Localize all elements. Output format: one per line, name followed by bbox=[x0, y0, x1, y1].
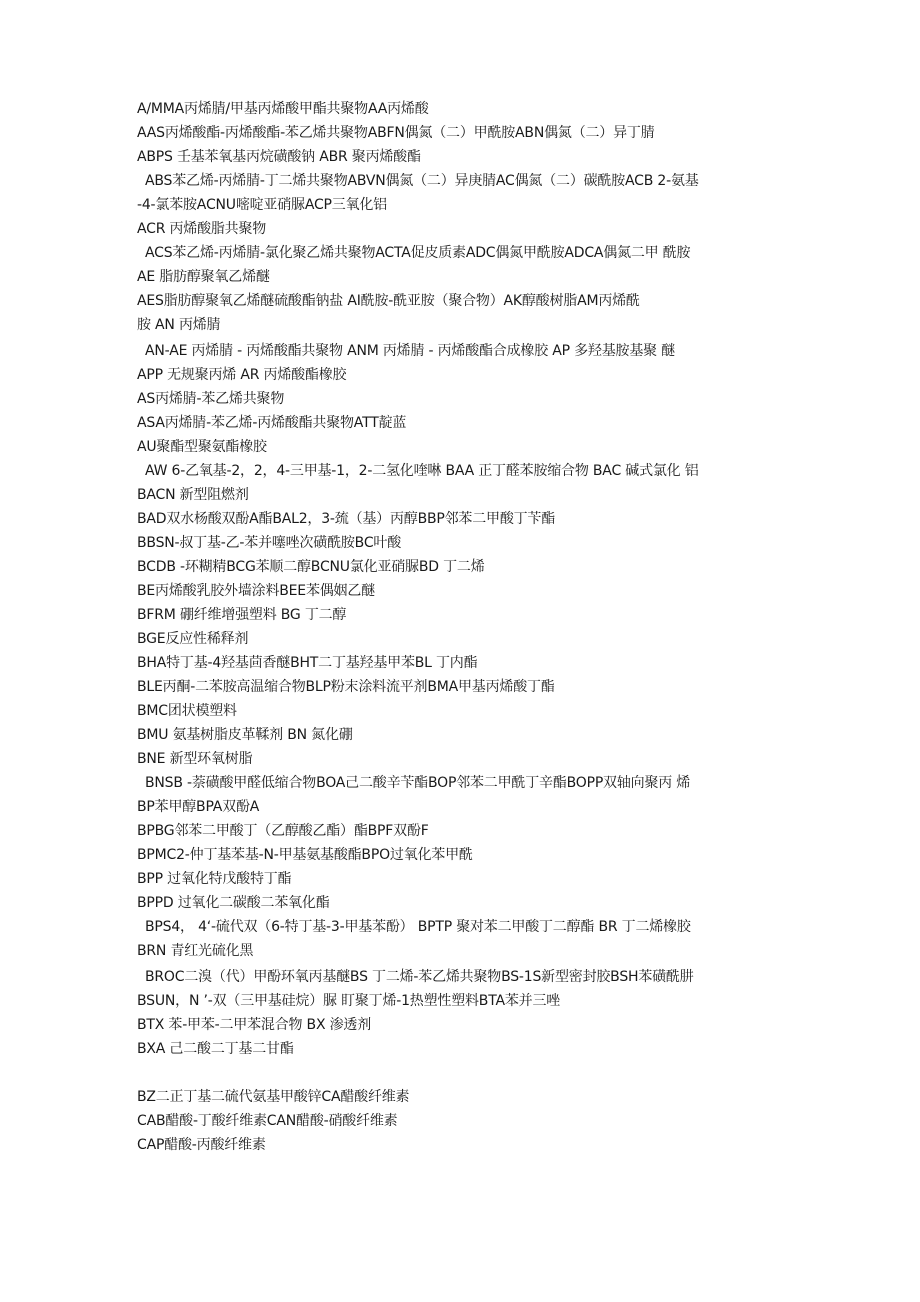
text-line: BNSB -萘磺酸甲醛低缩合物BOA己二酸辛苄酯BOP邻苯二甲酰丁辛酯BOPP双轴向聚丙 烯 bbox=[145, 775, 691, 791]
text-line: BPMC2-仲丁基苯基-N-甲基氨基酸酯BPO过氧化苯甲酰 bbox=[137, 847, 473, 863]
text-line: BROC二溴（代）甲酚环氧丙基醚BS 丁二烯-苯乙烯共聚物BS-1S新型密封胶BSH苯磺酰肼 bbox=[145, 969, 694, 985]
text-line: BLE丙酮-二苯胺高温缩合物BLP粉末涂料流平剂BMA甲基丙烯酸丁酯 bbox=[137, 679, 555, 695]
text-line: BXA 己二酸二丁基二甘酯 bbox=[137, 1041, 294, 1057]
text-line: BBSN-叔丁基-乙-苯并噻唑次磺酰胺BC叶酸 bbox=[137, 535, 402, 551]
text-line: BMU 氨基树脂皮革鞣剂 BN 氮化硼 bbox=[137, 727, 353, 743]
text-line: BGE反应性稀释剂 bbox=[137, 631, 249, 647]
text-line: ACR 丙烯酸脂共聚物 bbox=[137, 221, 267, 237]
text-line: AW 6-乙氧基-2，2，4-三甲基-1，2-二氢化喹啉 BAA 正丁醛苯胺缩合物 BAC 碱式氯化 铝 bbox=[145, 463, 699, 479]
text-line: BMC团状模塑料 bbox=[137, 703, 237, 719]
text-line: ASA丙烯腈-苯乙烯-丙烯酸酯共聚物ATT靛蓝 bbox=[137, 415, 407, 431]
text-line: 胺 AN 丙烯腈 bbox=[137, 317, 221, 333]
text-line: AU聚酯型聚氨酯橡胶 bbox=[137, 439, 267, 455]
text-line: BZ二正丁基二硫代氨基甲酸锌CA醋酸纤维素 bbox=[137, 1089, 410, 1105]
text-line: BPP 过氧化特戊酸特丁酯 bbox=[137, 871, 292, 887]
text-line: BPBG邻苯二甲酸丁（乙醇酸乙酯）酯BPF双酚F bbox=[137, 823, 429, 839]
text-line: AES脂肪醇聚氧乙烯醚硫酸酯钠盐 AI酰胺-酰亚胺（聚合物）AK醇酸树脂AM丙烯酰 bbox=[137, 293, 640, 309]
text-line: BCDB -环糊精BCG苯顺二醇BCNU氯化亚硝脲BD 丁二烯 bbox=[137, 559, 485, 575]
text-line: -4-氯苯胺ACNU嘧啶亚硝脲ACP三氧化铝 bbox=[137, 197, 387, 213]
text-line: BE丙烯酸乳胶外墙涂料BEE苯偶姻乙醚 bbox=[137, 583, 375, 599]
text-line: CAB醋酸-丁酸纤维素CAN醋酸-硝酸纤维素 bbox=[137, 1113, 398, 1129]
text-line: A/MMA丙烯腈/甲基丙烯酸甲酯共聚物AA丙烯酸 bbox=[137, 101, 429, 117]
text-line: BFRM 硼纤维增强塑料 BG 丁二醇 bbox=[137, 607, 347, 623]
text-line: BP苯甲醇BPA双酚A bbox=[137, 799, 260, 815]
text-line: ABPS 壬基苯氧基丙烷磺酸钠 ABR 聚丙烯酸酯 bbox=[137, 149, 421, 165]
text-line: BRN 青红光硫化黑 bbox=[137, 943, 254, 959]
text-line: AN-AE 丙烯腈 - 丙烯酸酯共聚物 ANM 丙烯腈 - 丙烯酸酯合成橡胶 AP 多羟基胺基聚 醚 bbox=[145, 343, 675, 359]
text-line: BPPD 过氧化二碳酸二苯氧化酯 bbox=[137, 895, 330, 911]
text-line: BNE 新型环氧树脂 bbox=[137, 751, 253, 767]
text-line: BPS4， 4‘-硫代双（6-特丁基-3-甲基苯酚） BPTP 聚对苯二甲酸丁二醇酯 BR 丁二烯橡胶 bbox=[145, 919, 691, 935]
text-line: ABS苯乙烯-丙烯腈-丁二烯共聚物ABVN偶氮（二）异庚腈AC偶氮（二）碳酰胺ACB 2-氨基 bbox=[145, 173, 699, 189]
text-line: AE 脂肪醇聚氧乙烯醚 bbox=[137, 269, 270, 285]
text-line: BSUN，N ’-双（三甲基硅烷）脲 盯聚丁烯-1热塑性塑料BTA苯并三唑 bbox=[137, 993, 561, 1009]
text-line: CAP醋酸-丙酸纤维素 bbox=[137, 1137, 266, 1153]
text-line: ACS苯乙烯-丙烯腈-氯化聚乙烯共聚物ACTA促皮质素ADC偶氮甲酰胺ADCA偶氮二甲 酰胺 bbox=[145, 245, 691, 261]
text-line: BAD双水杨酸双酚A酯BAL2，3-巯（基）丙醇BBP邻苯二甲酸丁苄酯 bbox=[137, 511, 556, 527]
text-line: AAS丙烯酸酯-丙烯酸酯-苯乙烯共聚物ABFN偶氮（二）甲酰胺ABN偶氮（二）异丁腈 bbox=[137, 125, 655, 141]
text-line: BHA特丁基-4羟基茴香醚BHT二丁基羟基甲苯BL 丁内酯 bbox=[137, 655, 478, 671]
text-line: BTX 苯-甲苯-二甲苯混合物 BX 渗透剂 bbox=[137, 1017, 371, 1033]
text-line: BACN 新型阻燃剂 bbox=[137, 487, 249, 503]
text-line: AS丙烯腈-苯乙烯共聚物 bbox=[137, 391, 285, 407]
text-line: APP 无规聚丙烯 AR 丙烯酸酯橡胶 bbox=[137, 367, 347, 383]
